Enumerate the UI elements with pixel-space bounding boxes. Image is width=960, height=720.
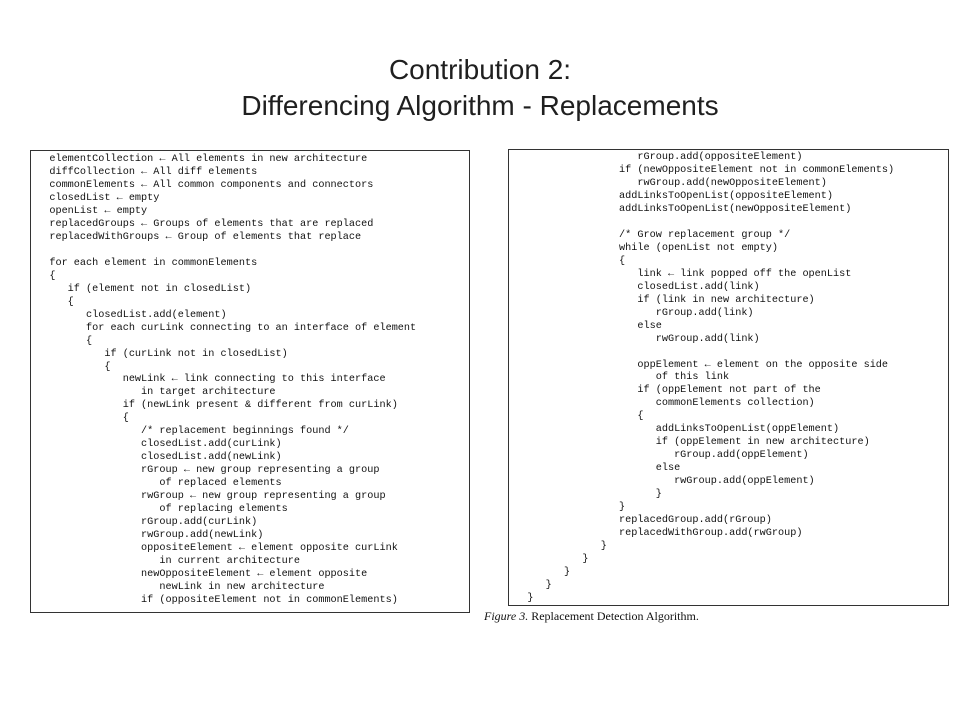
right-code-line: } xyxy=(509,592,534,604)
caption-text: Replacement Detection Algorithm. xyxy=(531,609,699,623)
right-code-line: rwGroup.add(link) xyxy=(509,333,760,345)
left-code-line: rwGroup.add(newLink) xyxy=(31,530,264,542)
left-code-line xyxy=(31,245,469,258)
right-code-line: rwGroup.add(oppElement) xyxy=(509,476,815,488)
slide-title xyxy=(0,52,960,124)
left-code-line: newLink ← link connecting to this interface xyxy=(31,374,386,386)
title-line-1: Contribution 2: xyxy=(388,54,572,85)
left-code-line: elementCollection ← All elements in new architecture xyxy=(31,154,368,165)
right-code-line: if (link in new architecture) xyxy=(509,294,815,306)
right-code-line: else xyxy=(509,463,681,475)
left-code-line: in current architecture xyxy=(31,556,300,568)
right-code-line: { xyxy=(509,411,644,423)
left-code-line: { xyxy=(31,361,111,373)
right-code-line: if (newOppositeElement not in commonElements) xyxy=(509,164,895,176)
title-line-2: Differencing Algorithm - Replacements xyxy=(241,90,719,121)
right-code-line: } xyxy=(509,567,571,578)
left-code-line: if (curLink not in closedList) xyxy=(31,348,288,360)
left-code-line: closedList.add(curLink) xyxy=(31,439,282,451)
left-code-line: in target architecture xyxy=(31,387,276,399)
right-code-line: } xyxy=(509,489,662,501)
right-code-line: replacedGroup.add(rGroup) xyxy=(509,515,772,527)
left-code-line: of replaced elements xyxy=(31,478,282,490)
left-code-line: if (element not in closedList) xyxy=(31,283,252,295)
right-code-line: oppElement ← element on the opposite side xyxy=(509,359,889,371)
code-listing-right xyxy=(508,149,949,606)
right-code-line: commonElements collection) xyxy=(509,398,815,410)
left-code-line: newLink in new architecture xyxy=(31,581,325,593)
right-code-line: rGroup.add(oppositeElement) xyxy=(509,152,803,163)
left-code-line: newOppositeElement ← element opposite xyxy=(31,569,368,580)
right-code-line: if (oppElement in new architecture) xyxy=(509,437,870,449)
left-code-line: { xyxy=(31,270,56,282)
left-code-line: replacedWithGroups ← Group of elements that replace xyxy=(31,231,362,243)
right-code-line: rGroup.add(link) xyxy=(509,307,754,319)
right-code-line: rwGroup.add(newOppositeElement) xyxy=(509,177,827,189)
left-code-line: of replacing elements xyxy=(31,504,288,516)
right-code-line: } xyxy=(509,554,589,566)
left-code-line: { xyxy=(31,296,74,308)
left-code-line: diffCollection ← All diff elements xyxy=(31,166,258,178)
right-code-line: /* Grow replacement group */ xyxy=(509,229,791,241)
right-code-line xyxy=(509,347,948,360)
figure-label: Figure 3. xyxy=(484,609,529,623)
left-code-line: for each curLink connecting to an interface of element xyxy=(31,322,417,334)
right-code-line: addLinksToOpenList(newOppositeElement) xyxy=(509,203,852,215)
right-code-line: else xyxy=(509,320,662,332)
right-code-line: } xyxy=(509,541,607,553)
right-code-line: addLinksToOpenList(oppositeElement) xyxy=(509,190,834,202)
left-code-line: if (newLink present & different from curLink) xyxy=(31,400,398,412)
right-code-line: link ← link popped off the openList xyxy=(509,268,852,280)
left-code-line: commonElements ← All common components and connectors xyxy=(31,179,374,191)
left-code-line: rGroup.add(curLink) xyxy=(31,517,258,529)
code-listing-left xyxy=(30,150,470,613)
left-code-line: /* replacement beginnings found */ xyxy=(31,426,349,438)
left-code-line: { xyxy=(31,335,93,347)
left-code-line: closedList ← empty xyxy=(31,192,160,204)
right-code-line: if (oppElement not part of the xyxy=(509,385,821,397)
left-code-line: oppositeElement ← element opposite curLink xyxy=(31,543,398,555)
right-code-line: { xyxy=(509,255,626,267)
left-code-line: { xyxy=(31,413,129,425)
left-code-line: for each element in commonElements xyxy=(31,257,258,269)
right-code-line: } xyxy=(509,579,552,591)
left-code-line: closedList.add(element) xyxy=(31,309,227,321)
right-code-line: replacedWithGroup.add(rwGroup) xyxy=(509,528,803,540)
right-code-line: of this link xyxy=(509,372,730,384)
left-code-line: rwGroup ← new group representing a group xyxy=(31,491,386,503)
right-code-line: closedList.add(link) xyxy=(509,281,760,293)
left-code-line: replacedGroups ← Groups of elements that are replaced xyxy=(31,218,374,230)
left-code-line: if (oppositeElement not in commonElements) xyxy=(31,594,398,606)
right-code-line xyxy=(509,217,948,230)
figure-caption xyxy=(484,609,699,624)
right-code-line: while (openList not empty) xyxy=(509,242,778,254)
right-code-line: } xyxy=(509,502,626,514)
left-code-line: rGroup ← new group representing a group xyxy=(31,465,380,477)
left-code-line: closedList.add(newLink) xyxy=(31,452,282,464)
left-code-line: openList ← empty xyxy=(31,205,148,217)
right-code-line: addLinksToOpenList(oppElement) xyxy=(509,424,840,436)
right-code-line: rGroup.add(oppElement) xyxy=(509,450,809,462)
